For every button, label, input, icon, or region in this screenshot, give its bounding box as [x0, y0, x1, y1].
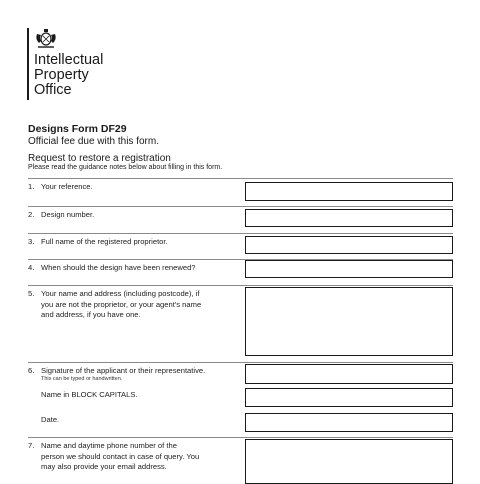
question-number: 5. [28, 289, 35, 298]
address-field[interactable] [245, 287, 453, 356]
question-number: 1. [28, 182, 35, 191]
label-line: may also provide your email address. [41, 462, 167, 471]
question-label-signature: Signature of the applicant or their representative. [41, 366, 206, 375]
label-line: and address, if you have one. [41, 310, 141, 319]
divider [28, 362, 453, 363]
org-name-line1: Intellectual [34, 52, 104, 68]
contact-field[interactable] [245, 439, 453, 484]
design-number-field[interactable] [245, 209, 453, 227]
divider [28, 285, 453, 286]
divider [28, 437, 453, 438]
signature-note: This can be typed or handwritten. [41, 376, 123, 382]
question-number: 3. [28, 237, 35, 246]
proprietor-name-field[interactable] [245, 236, 453, 254]
date-label: Date. [41, 415, 60, 424]
org-name-line3: Office [34, 82, 72, 98]
name-block-capitals-label: Name in BLOCK CAPITALS. [41, 390, 138, 399]
date-field[interactable] [245, 413, 453, 432]
reference-field[interactable] [245, 182, 453, 201]
question-number: 2. [28, 210, 35, 219]
renewal-date-field[interactable] [245, 260, 453, 278]
guidance-note: Please read the guidance notes below about filling in this form. [28, 164, 223, 171]
name-block-capitals-field[interactable] [245, 388, 453, 407]
form-title: Designs Form DF29 [28, 123, 127, 135]
org-name-line2: Property [34, 67, 89, 83]
divider [28, 178, 453, 179]
question-label-renewal-date: When should the design have been renewed? [41, 263, 196, 272]
label-line: you are not the proprietor, or your agent's name [41, 299, 202, 309]
coat-of-arms-icon [34, 28, 58, 50]
question-label-proprietor-name: Full name of the registered proprietor. [41, 237, 168, 246]
question-label-reference: Your reference. [41, 182, 93, 191]
request-title: Request to restore a registration [28, 153, 171, 164]
label-line: Name and daytime phone number of the [41, 441, 177, 450]
signature-field[interactable] [245, 364, 453, 384]
divider [28, 233, 453, 234]
question-number: 7. [28, 441, 35, 450]
question-number: 6. [28, 366, 35, 375]
label-line: person we should contact in case of query. You [41, 451, 200, 461]
question-label-applicant-address [41, 289, 241, 321]
fee-note: Official fee due with this form. [28, 136, 159, 147]
divider [28, 206, 453, 207]
question-label-design-number: Design number. [41, 210, 95, 219]
logo-rule [27, 28, 29, 100]
label-line: Your name and address (including postcode), if [41, 289, 200, 298]
question-label-contact [41, 441, 241, 473]
question-number: 4. [28, 263, 35, 272]
